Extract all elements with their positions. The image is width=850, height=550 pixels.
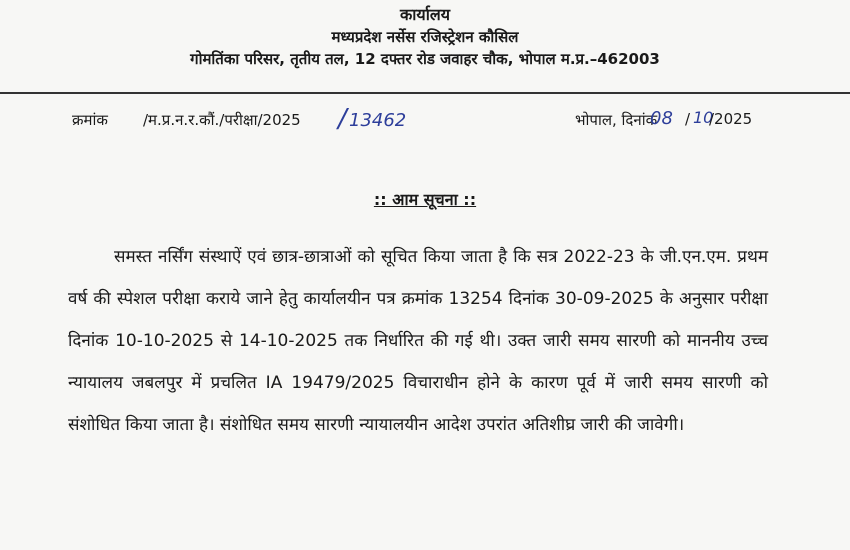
- date-separator: /: [685, 110, 691, 128]
- letterhead: [0, 4, 850, 70]
- office-title: कार्यालय: [400, 5, 450, 24]
- date-year: /2025: [709, 110, 753, 128]
- reference-label: क्रमांक: [72, 111, 108, 129]
- notice-body: समस्त नर्सिंग संस्थाऐं एवं छात्र-छात्राओं को सूचित किया जाता है कि सत्र 2022-23 के जी.एन.एम. प्रथम वर्ष की स्पेशल परीक्षा कराये जाने हेतु कार्यालयीन पत्र क्रमांक 13254 दिनांक 30-09-2025 के अनुसार परीक्षा दिनांक 10-10-2025 से 14-10-2025 तक निर्धारित की गई थी। उक्त जारी समय सारणी को माननीय उच्च न्यायालय जबलपुर में प्रचलित IA 19479/2025 विचाराधीन होने के कारण पूर्व में जारी समय सारणी को संशोधित किया जाता है। संशोधित समय सारणी न्यायालयीन आदेश उपरांत अतिशीघ्र जारी की जावेगी।: [68, 247, 768, 435]
- handwritten-date-month: 10: [693, 108, 714, 127]
- reference-number: /म.प्र.न.र.कौं./परीक्षा/2025: [143, 111, 301, 129]
- handwritten-reference-number: 13462: [349, 110, 407, 131]
- header-divider: [0, 92, 850, 94]
- reference-row: [0, 104, 850, 134]
- date-label: भोपाल, दिनांक: [575, 111, 658, 129]
- notice-subject: :: आम सूचना ::: [373, 190, 477, 209]
- handwritten-slash: /: [338, 104, 347, 134]
- office-address: गोमतिंका परिसर, तृतीय तल, 12 दफ्तर रोड जवाहर चौक, भोपाल म.प्र.–462003: [190, 50, 660, 68]
- handwritten-date-day: 08: [650, 108, 673, 129]
- council-name: मध्यप्रदेश नर्सेस रजिस्ट्रेशन कौसिल: [331, 28, 519, 46]
